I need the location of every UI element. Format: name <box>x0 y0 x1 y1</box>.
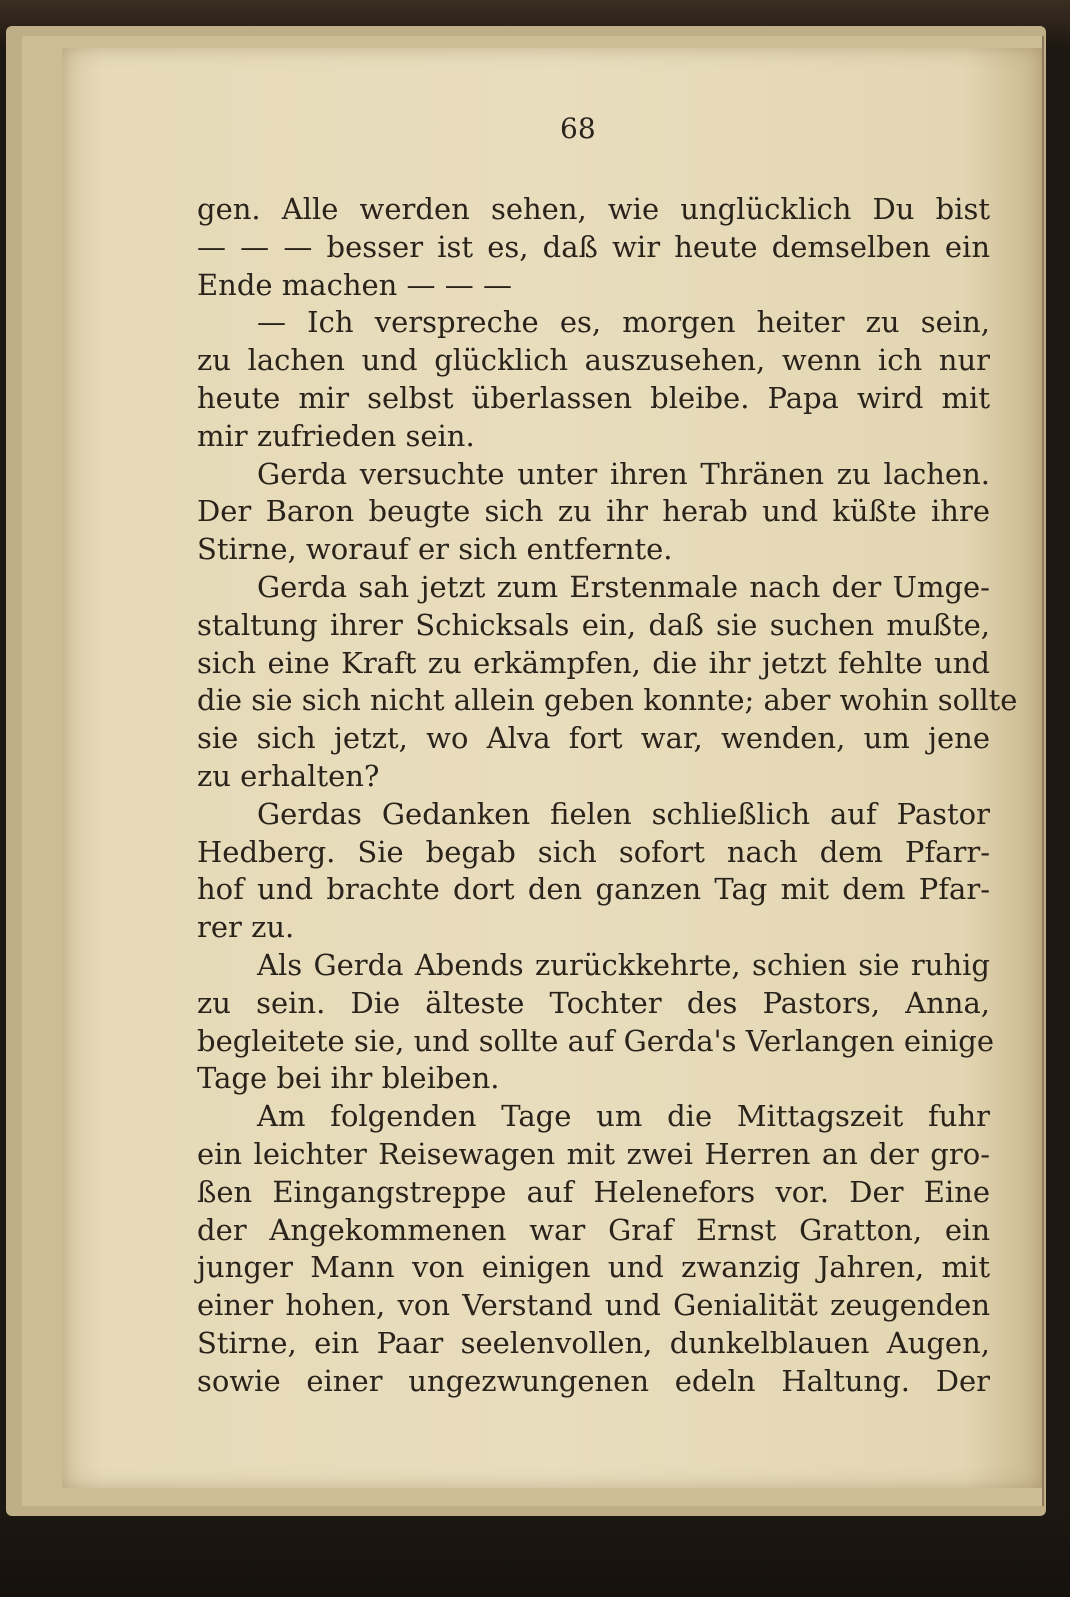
text-line: begleitete sie, und sollte auf Gerda's Verlangen einige <box>197 1023 994 1058</box>
text-line: Ende machen — — — <box>197 267 512 302</box>
text-line: mir zufrieden sein. <box>197 418 475 453</box>
text-line: sich eine Kraft zu erkämpfen, die ihr jetzt fehlte und <box>197 645 990 680</box>
text-line: zu lachen und glücklich auszusehen, wenn ich nur <box>197 343 990 378</box>
text-line: ßen Eingangstreppe auf Helenefors vor. Der Eine <box>197 1174 990 1209</box>
text-line: Gerdas Gedanken fielen schließlich auf Pastor <box>257 796 990 831</box>
text-line: der Angekommenen war Graf Ernst Gratton, ein <box>197 1212 990 1247</box>
text-line: sowie einer ungezwungenen edeln Haltung. Der <box>197 1363 990 1398</box>
text-line: heute mir selbst überlassen bleibe. Papa wird mit <box>197 381 990 415</box>
text-line: Gerda sah jetzt zum Erstenmale nach der Umge- <box>257 570 990 604</box>
text-line: zu erhalten? <box>197 759 380 793</box>
text-line: Stirne, worauf er sich entfernte. <box>197 532 673 567</box>
text-line: — — — besser ist es, daß wir heute demselben ein <box>197 229 990 264</box>
text-line: — Ich verspreche es, morgen heiter zu sein, <box>257 305 990 340</box>
text-line: gen. Alle werden sehen, wie unglücklich Du bist <box>197 192 990 226</box>
text-line: zu sein. Die älteste Tochter des Pastors, Anna, <box>197 985 990 1020</box>
text-line: einer hohen, von Verstand und Genialität zeugenden <box>197 1288 990 1323</box>
text-line: ein leichter Reisewagen mit zwei Herren an der gro- <box>197 1137 990 1171</box>
text-line: die sie sich nicht allein geben konnte; aber wohin sollte <box>197 683 1018 718</box>
text-line: Als Gerda Abends zurückkehrte, schien sie ruhig <box>257 948 990 982</box>
text-line: Stirne, ein Paar seelenvollen, dunkelblauen Augen, <box>197 1326 990 1360</box>
text-line: junger Mann von einigen und zwanzig Jahren, mit <box>197 1250 990 1285</box>
text-line: Gerda versuchte unter ihren Thränen zu lachen. <box>257 456 990 491</box>
text-line: staltung ihrer Schicksals ein, daß sie suchen mußte, <box>197 607 990 642</box>
text-line: Hedberg. Sie begab sich sofort nach dem Pfarr- <box>197 834 990 869</box>
text-line: hof und brachte dort den ganzen Tag mit dem Pfar- <box>197 872 990 907</box>
text-line: Der Baron beugte sich zu ihr herab und küßte ihre <box>197 494 990 529</box>
text-line: Tage bei ihr bleiben. <box>197 1061 500 1096</box>
text-line: Am folgenden Tage um die Mittagszeit fuhr <box>257 1099 990 1134</box>
page-number: 68 <box>560 112 596 145</box>
text-line: sie sich jetzt, wo Alva fort war, wenden, um jene <box>197 721 990 756</box>
text-line: rer zu. <box>197 910 295 945</box>
